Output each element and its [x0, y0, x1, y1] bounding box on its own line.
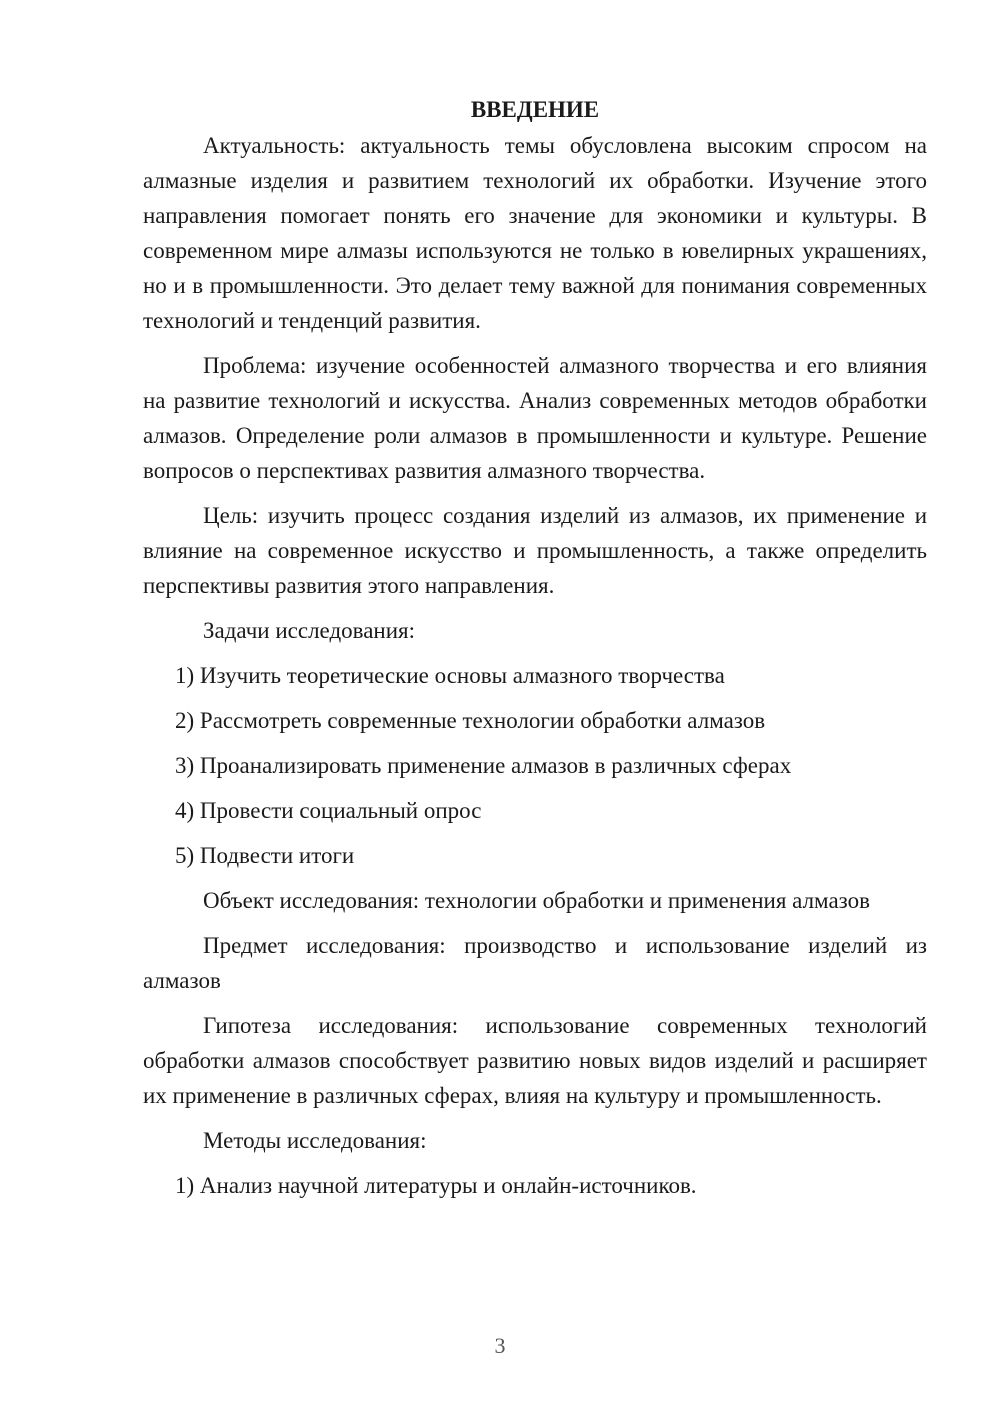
method-item-1: 1) Анализ научной литературы и онлайн-источников. [175, 1173, 697, 1198]
goal-paragraph: Цель: изучить процесс создания изделий из алмазов, их применение и влияние на современное искусство и промышленность, а также определить перспективы развития этого направления. [143, 503, 927, 598]
hypothesis-paragraph: Гипотеза исследования: использование современных технологий обработки алмазов способствует развитию новых видов изделий и расширяет их применение в различных сферах, влияя на культуру и промышленность. [143, 1013, 927, 1108]
task-item-2: 2) Рассмотреть современные технологии обработки алмазов [175, 708, 766, 733]
page-number: 3 [494, 1333, 506, 1358]
task-item-5: 5) Подвести итоги [175, 843, 355, 868]
problem-paragraph: Проблема: изучение особенностей алмазного творчества и его влияния на развитие технологий и искусства. Анализ современных методов обработки алмазов. Определение роли алмазов в промышленности и культуре. Решение вопросов о перспективах развития алмазного творчества. [143, 353, 927, 483]
relevance-paragraph: Актуальность: актуальность темы обусловлена высоким спросом на алмазные изделия и развитием технологий их обработки. Изучение этого направления помогает понять его значение для экономики и культуры. В современном мире алмазы используются не только в ювелирных украшениях, но и в промышленности. Это делает тему важной для понимания современных технологий и тенденций развития. [143, 133, 927, 333]
subject-paragraph: Предмет исследования: производство и использование изделий из алмазов [143, 933, 927, 993]
task-item-3: 3) Проанализировать применение алмазов в различных сферах [175, 753, 792, 778]
task-item-1: 1) Изучить теоретические основы алмазного творчества [175, 663, 725, 688]
object-paragraph: Объект исследования: технологии обработки и применения алмазов [203, 888, 870, 913]
tasks-heading: Задачи исследования: [203, 618, 416, 643]
section-heading: ВВЕДЕНИЕ [470, 97, 600, 122]
task-item-4: 4) Провести социальный опрос [175, 798, 482, 823]
methods-heading: Методы исследования: [203, 1128, 427, 1153]
document-page [143, 95, 927, 1213]
